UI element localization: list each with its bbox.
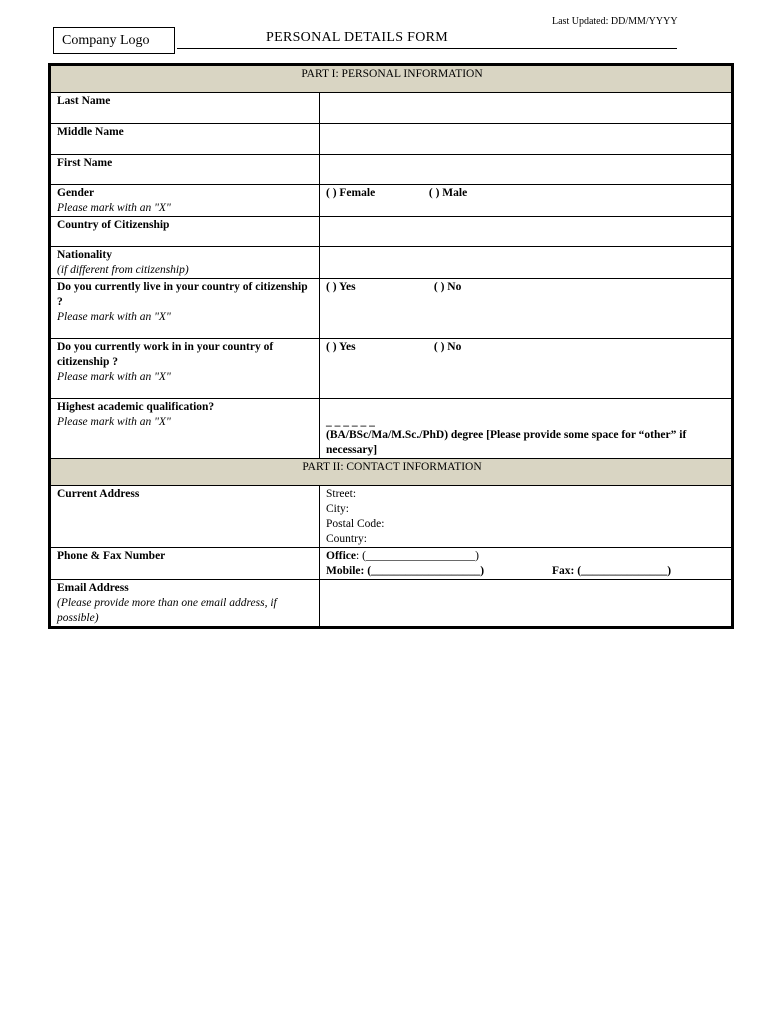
nationality-hint: (if different from citizenship) xyxy=(57,264,189,276)
nationality-field[interactable] xyxy=(320,247,733,279)
office-line xyxy=(326,549,727,564)
qualification-blank: _ _ _ _ _ _ xyxy=(326,416,375,428)
address-label: Current Address xyxy=(50,486,320,548)
gender-female-option[interactable]: ( ) Female xyxy=(326,187,376,199)
address-country: Country: xyxy=(326,533,367,545)
nationality-label-text: Nationality xyxy=(57,249,112,261)
email-label xyxy=(50,580,320,628)
country-field[interactable] xyxy=(320,217,733,247)
office-blank: : (___________________) xyxy=(356,550,479,562)
gender-label xyxy=(50,185,320,217)
qualification-options: (BA/BSc/Ma/M.Sc./PhD) degree [Please provide some space for “other” if necessary] xyxy=(326,429,687,456)
email-field[interactable] xyxy=(320,580,733,628)
live-question xyxy=(50,279,320,339)
form-title: PERSONAL DETAILS FORM xyxy=(266,30,449,45)
live-field xyxy=(320,279,733,339)
work-yes-option[interactable]: ( ) Yes xyxy=(326,341,356,353)
personal-details-table xyxy=(48,63,734,629)
email-hint: (Please provide more than one email address, if possible) xyxy=(57,597,277,624)
gender-label-text: Gender xyxy=(57,187,95,199)
qualification-question xyxy=(50,399,320,459)
gender-hint: Please mark with an "X" xyxy=(57,202,171,214)
last-name-label: Last Name xyxy=(50,93,320,124)
qualification-hint: Please mark with an "X" xyxy=(57,416,171,428)
email-label-text: Email Address xyxy=(57,582,129,594)
work-question xyxy=(50,339,320,399)
phone-label: Phone & Fax Number xyxy=(50,548,320,580)
first-name-label: First Name xyxy=(50,155,320,185)
office-label: Office xyxy=(326,550,357,562)
country-label: Country of Citizenship xyxy=(50,217,320,247)
work-question-text: Do you currently work in in your country of citizenship ? xyxy=(57,341,274,368)
live-yes-option[interactable]: ( ) Yes xyxy=(326,281,356,293)
mobile-blank: Mobile: (___________________) xyxy=(326,565,485,577)
live-question-text: Do you currently live in your country of citizenship ? xyxy=(57,281,308,308)
mobile-fax-line xyxy=(326,564,727,579)
fax-blank: Fax: (_______________) xyxy=(552,565,672,577)
work-hint: Please mark with an "X" xyxy=(57,371,171,383)
qualification-field[interactable] xyxy=(320,399,733,459)
address-field[interactable] xyxy=(320,486,733,548)
first-name-field[interactable] xyxy=(320,155,733,185)
nationality-label xyxy=(50,247,320,279)
work-field xyxy=(320,339,733,399)
qualification-question-text: Highest academic qualification? xyxy=(57,401,215,413)
address-postal-code: Postal Code: xyxy=(326,518,385,530)
part1-heading: PART I: PERSONAL INFORMATION xyxy=(50,65,733,93)
company-logo: Company Logo xyxy=(53,27,175,54)
phone-field[interactable] xyxy=(320,548,733,580)
gender-male-option[interactable]: ( ) Male xyxy=(428,187,468,199)
live-hint: Please mark with an "X" xyxy=(57,311,171,323)
work-no-option[interactable]: ( ) No xyxy=(433,341,462,353)
middle-name-label: Middle Name xyxy=(50,124,320,155)
middle-name-field[interactable] xyxy=(320,124,733,155)
address-city: City: xyxy=(326,503,350,515)
live-no-option[interactable]: ( ) No xyxy=(433,281,462,293)
address-street: Street: xyxy=(326,488,357,500)
last-name-field[interactable] xyxy=(320,93,733,124)
header-rule xyxy=(177,48,677,49)
gender-field xyxy=(320,185,733,217)
last-updated: Last Updated: DD/MM/YYYY xyxy=(552,16,678,27)
part2-heading: PART II: CONTACT INFORMATION xyxy=(50,459,733,486)
